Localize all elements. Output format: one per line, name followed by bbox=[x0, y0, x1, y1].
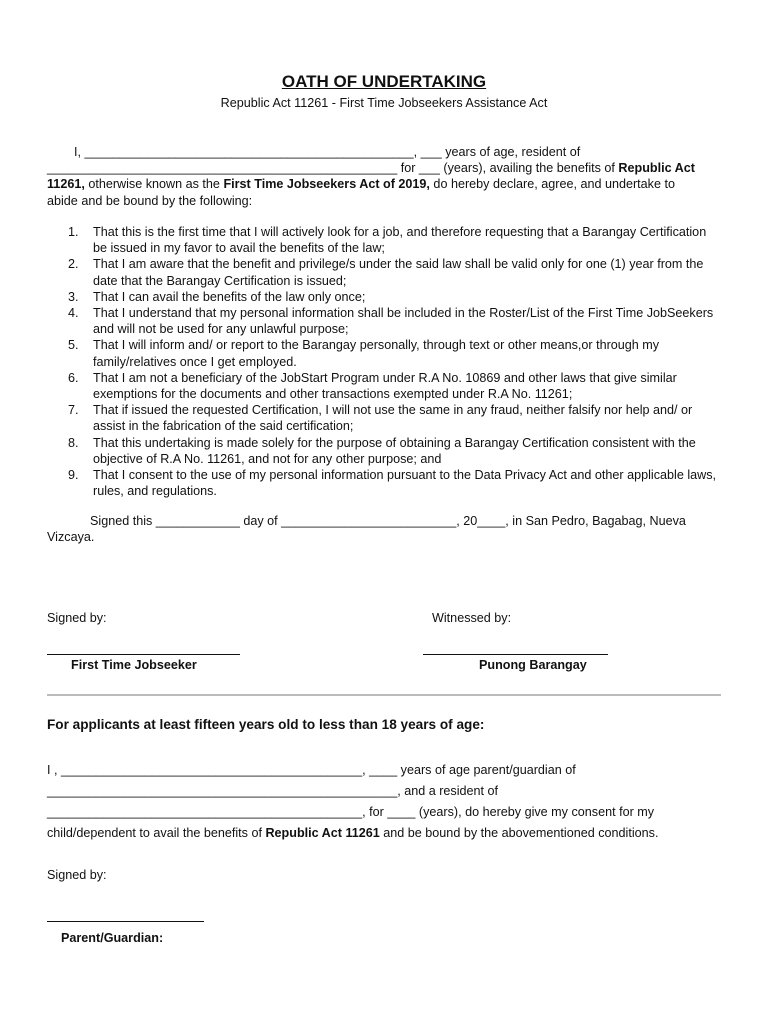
consent-line-4-tail: and be bound by the abovementioned conditions. bbox=[379, 826, 659, 840]
intro-line-3 bbox=[47, 176, 721, 192]
list-item-number: 2. bbox=[68, 257, 79, 272]
intro-line-2-text: __________________________________________________ for ___ (years), availing the benefits of bbox=[47, 161, 619, 176]
consent-line-3: _____________________________________________, for ____ (years), do hereby give my consent for my bbox=[47, 805, 655, 819]
guardian-signature-label: Parent/Guardian: bbox=[61, 931, 164, 945]
list-item-number: 9. bbox=[68, 468, 79, 483]
document-title: OATH OF UNDERTAKING bbox=[281, 72, 487, 91]
list-item-text: That I can avail the benefits of the law only once; bbox=[93, 289, 366, 304]
list-item bbox=[47, 256, 721, 288]
undertaking-list bbox=[47, 224, 721, 499]
consent-line-2: __________________________________________________, and a resident of bbox=[47, 784, 499, 798]
signed-this-line-1: Signed this ____________ day of _________________________, 20____, in San Pedro, Bagabag, Nueva bbox=[90, 514, 686, 528]
list-item bbox=[47, 435, 721, 467]
list-item bbox=[47, 289, 721, 305]
list-item-number: 4. bbox=[68, 306, 79, 321]
list-item-text: That this is the first time that I will actively look for a job, and therefore requesting that a Barangay Certification be issued in my favor to avail the benefits of the law; bbox=[93, 225, 707, 256]
minor-section-heading: For applicants at least fifteen years old to less than 18 years of age: bbox=[47, 717, 485, 732]
intro-line-1: I, _______________________________________________, ___ years of age, resident of bbox=[74, 145, 581, 159]
consent-act-name: Republic Act 11261 bbox=[265, 826, 380, 840]
intro-act-number: 11261, bbox=[47, 177, 85, 192]
signed-this-line-2: Vizcaya. bbox=[47, 530, 95, 545]
list-item-text: That I consent to the use of my personal information pursuant to the Data Privacy Act and other applicable laws, rules, and regulations. bbox=[93, 468, 717, 499]
list-item-text: That I understand that my personal information shall be included in the Roster/List of the First Time JobSeekers and will not be used for any unlawful purpose; bbox=[93, 306, 714, 337]
list-item-text: That this undertaking is made solely for the purpose of obtaining a Barangay Certification consistent with the objective of R.A No. 11261, and not for any other purpose; and bbox=[93, 435, 696, 466]
signed-this-paragraph bbox=[47, 513, 721, 545]
consent-line-4-text: child/dependent to avail the benefits of bbox=[47, 826, 266, 840]
list-item-number: 3. bbox=[68, 289, 79, 304]
section-divider bbox=[47, 694, 721, 696]
list-item-text: That I am aware that the benefit and privilege/s under the said law shall be valid only for one (1) year from the date that the Barangay Certification is issued; bbox=[93, 257, 704, 288]
list-item-text: That I am not a beneficiary of the JobStart Program under R.A No. 10869 and other laws that give similar exemptions for the documents and other transactions exempted under R.A No. 11261; bbox=[93, 370, 677, 402]
list-item bbox=[47, 337, 721, 369]
intro-paragraph bbox=[47, 144, 721, 209]
barangay-signature-label: Punong Barangay bbox=[479, 658, 587, 672]
guardian-signature-line bbox=[47, 921, 204, 922]
consent-line-1: I , ___________________________________________, ____ years of age parent/guardian of bbox=[47, 763, 576, 777]
witnessed-by-label: Witnessed by: bbox=[432, 611, 512, 625]
guardian-consent-paragraph bbox=[47, 762, 721, 846]
list-item-text: That I will inform and/ or report to the Barangay personally, through text or other means,or through my family/relatives once I get employed. bbox=[93, 338, 660, 369]
jobseeker-signature-line bbox=[47, 654, 240, 655]
list-item-number: 5. bbox=[68, 338, 79, 353]
list-item bbox=[47, 402, 721, 434]
barangay-signature-line bbox=[423, 654, 608, 655]
document-subtitle: Republic Act 11261 - First Time Jobseekers Assistance Act bbox=[220, 96, 548, 110]
intro-act-name: Republic Act bbox=[618, 161, 695, 176]
list-item-number: 7. bbox=[68, 403, 79, 418]
intro-line-4: abide and be bound by the following: bbox=[47, 193, 253, 208]
intro-line-3-tail: do hereby declare, agree, and undertake to bbox=[429, 177, 675, 192]
guardian-signed-by-label: Signed by: bbox=[47, 868, 107, 882]
list-item bbox=[47, 467, 721, 499]
list-item-number: 8. bbox=[68, 435, 79, 450]
list-item-number: 1. bbox=[68, 225, 79, 239]
jobseeker-signature-label: First Time Jobseeker bbox=[71, 658, 197, 672]
list-item bbox=[47, 305, 721, 337]
intro-line-3-text: otherwise known as the bbox=[84, 177, 224, 192]
list-item bbox=[47, 224, 721, 256]
intro-line-2 bbox=[47, 160, 721, 176]
list-item-number: 6. bbox=[68, 370, 79, 385]
intro-act-title: First Time Jobseekers Act of 2019, bbox=[223, 177, 430, 192]
signed-by-label: Signed by: bbox=[47, 611, 107, 625]
consent-line-4 bbox=[47, 825, 721, 841]
list-item-text: That if issued the requested Certification, I will not use the same in any fraud, neither falsify nor help and/ or assist in the fabrication of the said certification; bbox=[93, 403, 693, 434]
list-item bbox=[47, 370, 721, 402]
